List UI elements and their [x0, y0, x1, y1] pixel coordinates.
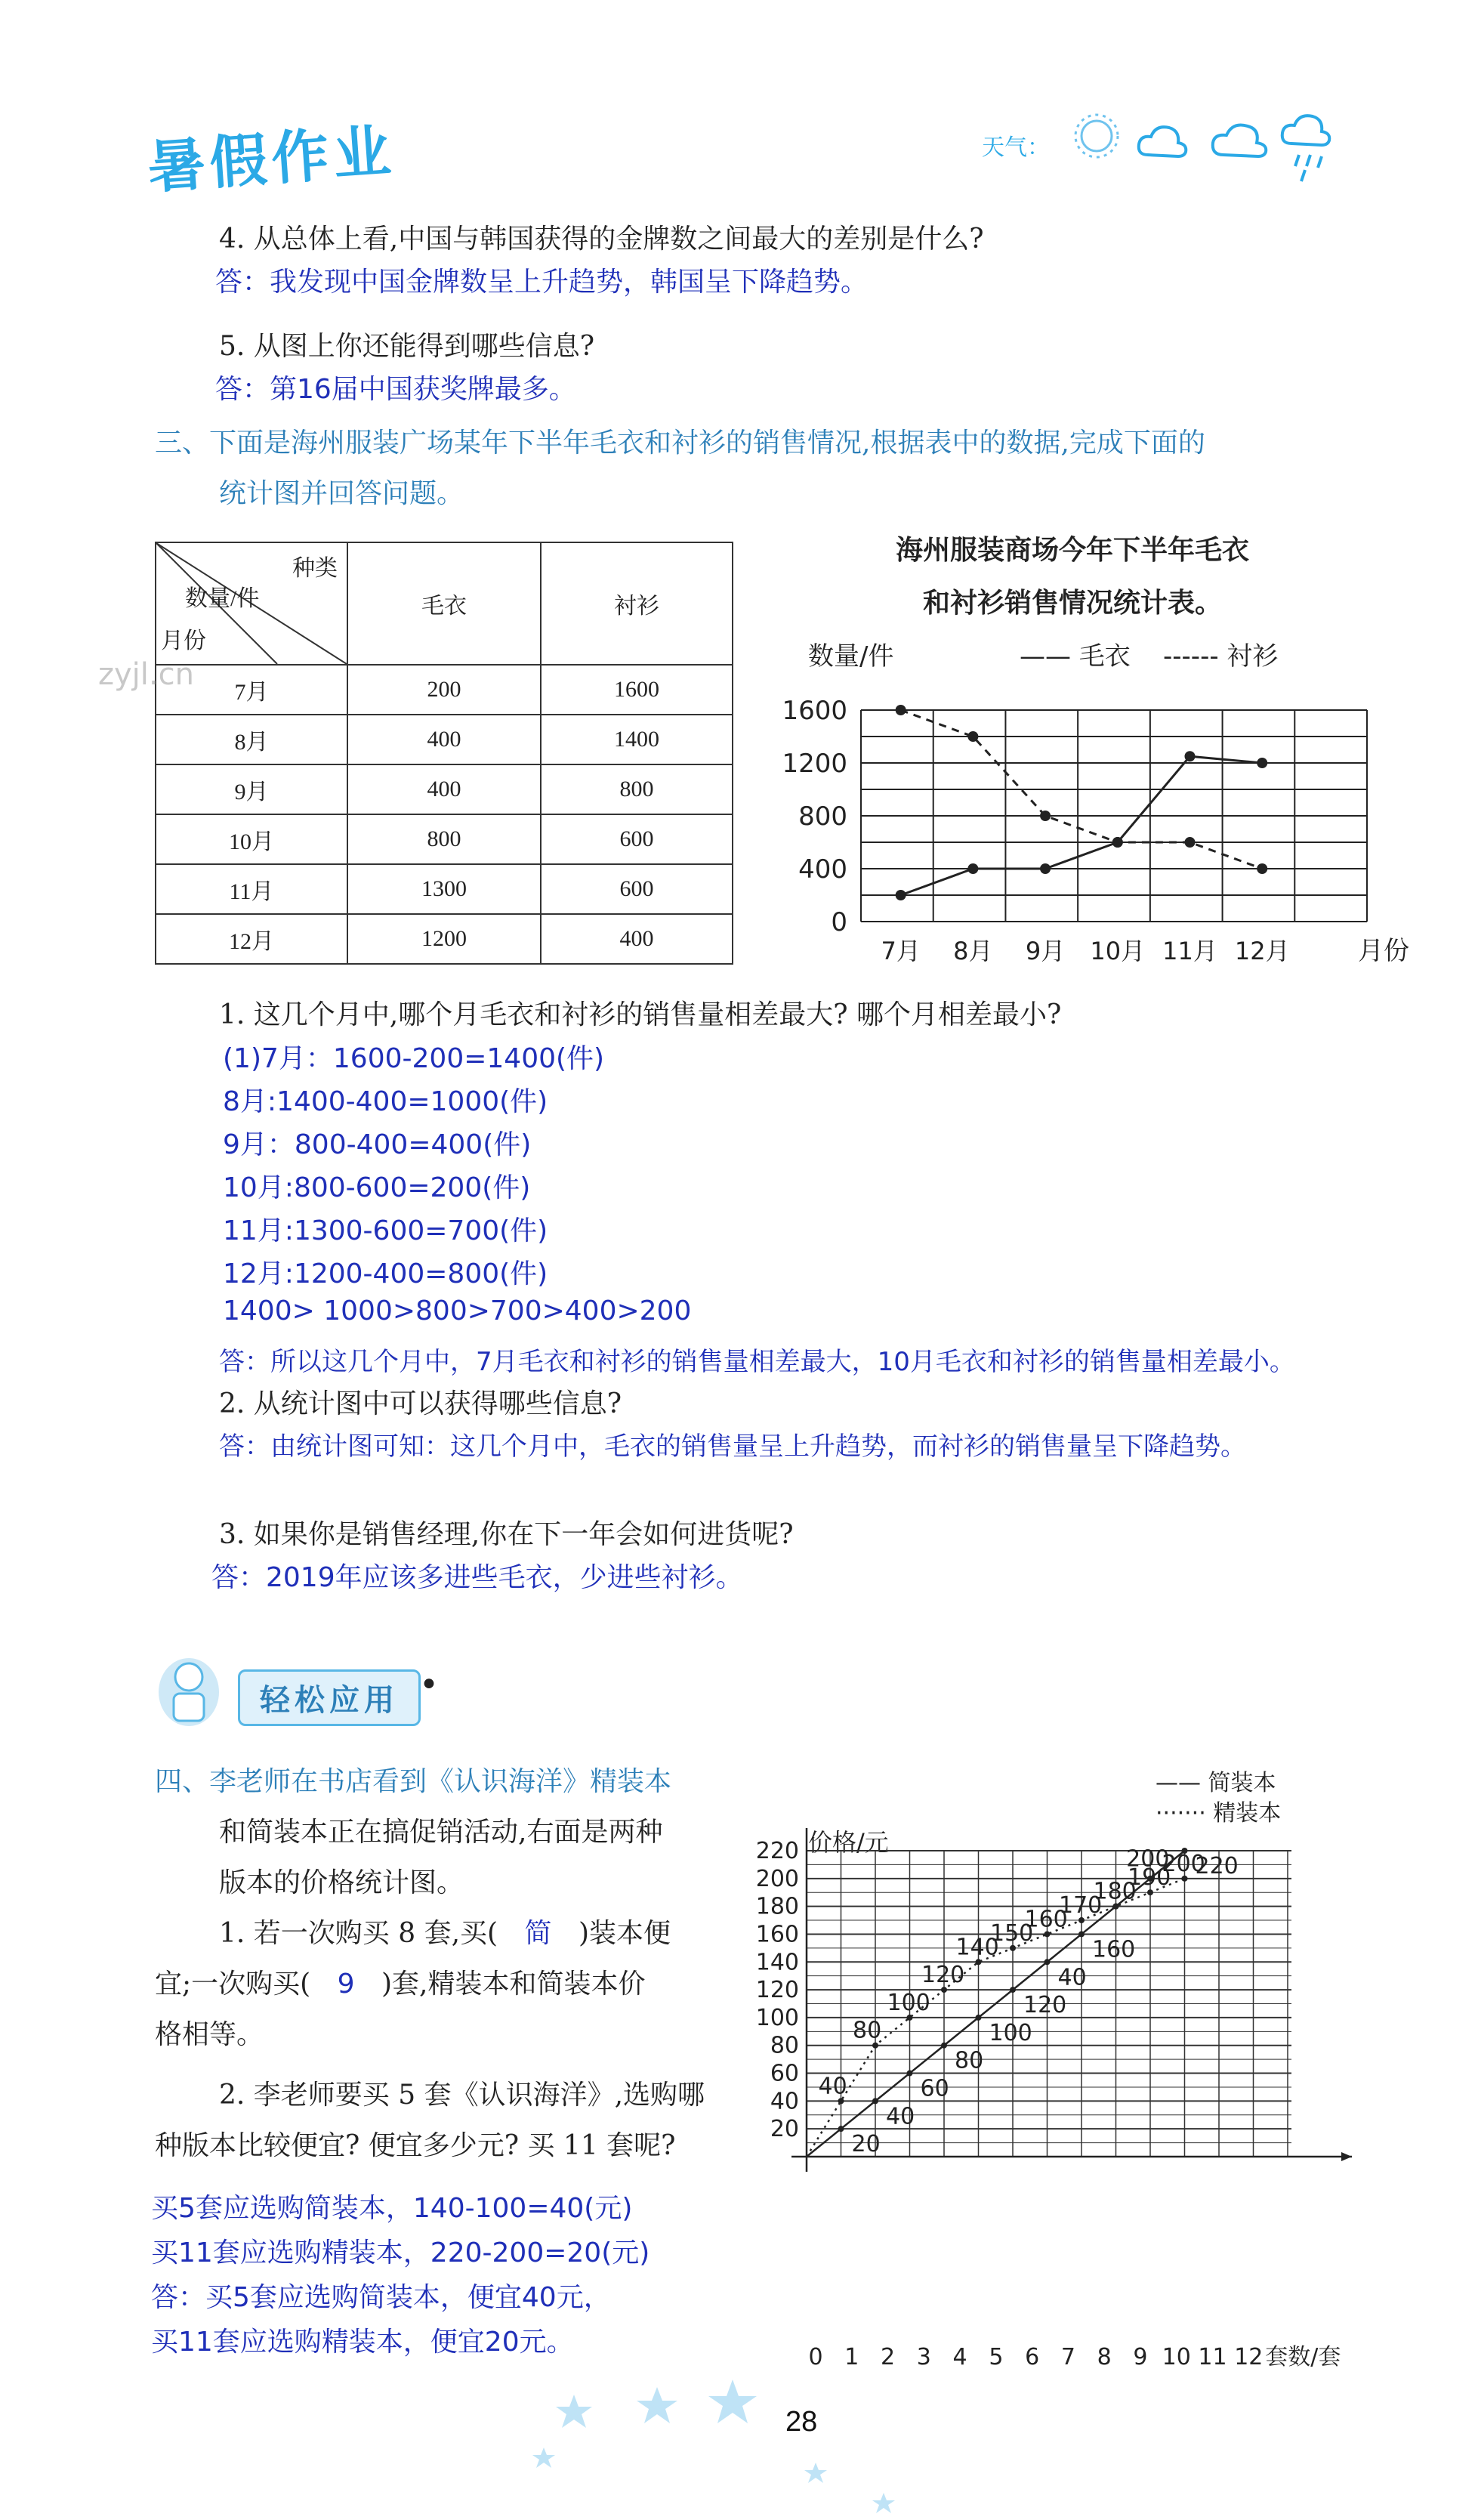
chart2-data-label: 80: [853, 2017, 882, 2044]
chart1-legend-sweater: —— 毛衣: [1020, 641, 1131, 672]
question-3-3: 3. 如果你是销售经理,你在下一年会如何进货呢?: [219, 1519, 794, 1550]
chart1-y-tick: 1200: [782, 749, 847, 779]
part4-line2: 和简装本正在搞促销活动,右面是两种: [219, 1817, 663, 1848]
chart1-point-sweater: [1185, 751, 1196, 761]
chart2-xlabel: 套数/套: [1265, 2344, 1341, 2370]
chart2-data-label: 100: [989, 2019, 1032, 2046]
calc-line: 10月:800-600=200(件): [223, 1172, 531, 1203]
chart2-x-tick: 8: [1097, 2344, 1112, 2370]
chart1-series-sweater: [901, 756, 1263, 895]
cell-sweater: 400: [347, 764, 541, 814]
chart2-y-tick: 220: [755, 1838, 799, 1864]
cell-month: 9月: [156, 764, 347, 814]
q1-text-post: )装本便: [579, 1918, 671, 1949]
part4-q1-line1: [219, 1912, 671, 1950]
chart2-legend-hardcover: ······· 精装本: [1156, 1800, 1282, 1827]
cell-shirt: 1400: [541, 715, 733, 764]
chart1-subtitle: 和衬衫销售情况统计表。: [922, 588, 1223, 619]
chart2-y-tick: 160: [755, 1921, 799, 1948]
chart2-data-label: 180: [1093, 1878, 1137, 1905]
chart2-point-simple: [838, 2126, 844, 2132]
cell-shirt: 600: [541, 864, 733, 914]
part4-q1-line3: 格相等。: [155, 2019, 264, 2050]
answer-line: 买5套应选购简装本，140-100=40(元): [151, 2193, 633, 2224]
chart1-point-shirt: [1257, 863, 1267, 874]
chart2-data-label: 220: [1195, 1853, 1239, 1879]
chart2-point-simple: [976, 2015, 982, 2021]
chart1-point-sweater: [1040, 863, 1051, 874]
chart2-x-tick: 10: [1162, 2344, 1191, 2370]
answer-3-2: 答：由统计图可知：这几个月中，毛衣的销售量呈上升趋势，而衬衫的销售量呈下降趋势。: [219, 1431, 1246, 1462]
chart2-data-label: 40: [1057, 1964, 1087, 1991]
chart2-x-tick: 0: [808, 2344, 823, 2370]
chart2-x-tick: 12: [1234, 2344, 1264, 2370]
chart2-data-label: 40: [818, 2073, 847, 2100]
chart2-data-label: 120: [921, 1962, 965, 1989]
chart2-data-label: 190: [1128, 1864, 1171, 1892]
cell-shirt: 1600: [541, 665, 733, 715]
chart2-data-label: 150: [990, 1919, 1034, 1947]
chart2-data-label: 160: [1024, 1906, 1068, 1933]
cell-month: 10月: [156, 814, 347, 864]
chart2-y-tick: 180: [755, 1893, 799, 1920]
rain-icon: [1282, 116, 1330, 181]
section-3-title-line1: 三、下面是海州服装广场某年下半年毛衣和衬衫的销售情况,根据表中的数据,完成下面的: [155, 428, 1205, 459]
section-3-title-line2: 统计图并回答问题。: [219, 478, 464, 509]
star-decoration-icon: [529, 2364, 952, 2515]
cell-month: 8月: [156, 715, 347, 764]
q1-fill-1: 简: [524, 1918, 552, 1949]
chart2-point-simple: [872, 2098, 878, 2104]
calc-line: 8月:1400-400=1000(件): [223, 1086, 548, 1117]
chart1-point-shirt: [1185, 837, 1196, 848]
table-corner-cell: [156, 542, 347, 665]
cell-month: 7月: [156, 665, 347, 715]
chart1-xlabel: 月份: [1358, 936, 1409, 966]
calc-line: 9月：800-400=400(件): [223, 1129, 532, 1160]
chart2-data-label: 20: [851, 2131, 881, 2158]
chart2-data-label: 200: [1162, 1850, 1205, 1877]
cell-month: 11月: [156, 864, 347, 914]
chart2-point-simple: [941, 2043, 947, 2049]
answer-5: 答：第16届中国获奖牌最多。: [215, 374, 576, 405]
chart2-x-tick: 3: [916, 2344, 931, 2370]
chart1-point-sweater: [1257, 758, 1267, 768]
question-3-1: 1. 这几个月中,哪个月毛衣和衬衫的销售量相差最大? 哪个月相差最小?: [219, 999, 1062, 1030]
answer-3-1: 答：所以这几个月中，7月毛衣和衬衫的销售量相差最大，10月毛衣和衬衫的销售量相差最小。: [219, 1347, 1295, 1377]
chart2-x-tick: 11: [1198, 2344, 1227, 2370]
cell-sweater: 1300: [347, 864, 541, 914]
chart2-ylabel: 价格/元: [808, 1828, 889, 1857]
corner-qty: 数量/件: [185, 586, 260, 611]
chart2-point-simple: [907, 2071, 913, 2077]
chart2-data-label: 100: [887, 1989, 930, 2016]
cell-shirt: 600: [541, 814, 733, 864]
chart1-ylabel: 数量/件: [808, 641, 894, 672]
table-row: [156, 715, 733, 764]
chart1-point-sweater: [967, 863, 978, 874]
calc-line: 12月:1200-400=800(件): [223, 1258, 548, 1289]
calc-line: (1)7月：1600-200=1400(件): [223, 1043, 605, 1074]
chart2-data-label: 200: [1126, 1845, 1170, 1873]
chart1-point-shirt: [967, 731, 978, 742]
chart1-point-shirt: [896, 705, 906, 715]
cell-shirt: 400: [541, 914, 733, 964]
chart2-y-tick: 40: [770, 2088, 799, 2115]
chart2-data-label: 170: [1059, 1892, 1103, 1919]
table-row: [156, 864, 733, 914]
table-row: [156, 764, 733, 814]
answer-line: 答：买5套应选购简装本，便宜40元，: [151, 2282, 611, 2313]
chart2-data-label: 40: [886, 2103, 915, 2130]
chart2-x-tick: 1: [844, 2344, 859, 2370]
chart1-y-tick: 0: [831, 907, 847, 937]
chart1-x-tick: 8月: [953, 937, 993, 965]
chart1-point-shirt: [1112, 837, 1123, 848]
chart2-x-tick: 9: [1133, 2344, 1148, 2370]
chart1-x-tick: 10月: [1090, 937, 1146, 965]
chart2-point-simple: [1044, 1959, 1051, 1965]
calc-line: 11月:1300-600=700(件): [223, 1215, 548, 1246]
cloudy-icon: [1213, 125, 1266, 157]
answer-line: 买11套应选购精装本，220-200=20(元): [151, 2237, 650, 2268]
table-row: [156, 814, 733, 864]
table-row: [156, 914, 733, 964]
sun-icon: [1075, 115, 1118, 157]
chart1-y-tick: 1600: [782, 696, 847, 726]
chart1-x-tick: 12月: [1234, 937, 1290, 965]
chart2-y-tick: 100: [755, 2004, 799, 2031]
chart2-data-label: 120: [1023, 1992, 1067, 2019]
part4-line3: 版本的价格统计图。: [219, 1867, 464, 1898]
chart1-point-sweater: [896, 890, 906, 900]
weather-label: 天气：: [982, 134, 1050, 161]
part4-line1: 四、李老师在书店看到《认识海洋》精装本: [155, 1766, 672, 1797]
chart2-y-tick: 200: [755, 1865, 799, 1892]
part4-answers: [151, 2187, 650, 2365]
calc-list: [223, 1037, 691, 1339]
header-title: 暑假作业: [145, 116, 398, 202]
answer-3-3: 答：2019年应该多进些毛衣，少进些衬衫。: [211, 1562, 743, 1593]
chart2-y-tick: 80: [770, 2032, 799, 2059]
chart2-y-tick: 120: [755, 1977, 799, 2004]
table-header-shirt: 衬衫: [541, 542, 733, 665]
sales-line-chart: [770, 521, 1409, 982]
cell-month: 12月: [156, 914, 347, 964]
weather-icons: [1065, 102, 1397, 185]
sales-table: [155, 542, 733, 965]
q1-text-pre: 1. 若一次购买 8 套,买(: [219, 1918, 498, 1949]
part4-q1-line2: [155, 1963, 646, 2001]
section-badge: 轻松应用: [238, 1669, 421, 1726]
table-row: [156, 665, 733, 715]
q1-text-pre2: 宜;一次购买(: [155, 1969, 311, 2000]
chart2-legend-simple: —— 简装本: [1156, 1770, 1276, 1796]
question-5: 5. 从图上你还能得到哪些信息?: [219, 331, 595, 362]
chart1-x-tick: 7月: [881, 937, 921, 965]
chart2-x-tick: 4: [952, 2344, 967, 2370]
calc-line: 1400> 1000>800>700>400>200: [223, 1296, 692, 1326]
corner-month: 月份: [161, 628, 206, 653]
chart1-x-tick: 11月: [1162, 937, 1217, 965]
part4-q2-line1: 2. 李老师要买 5 套《认识海洋》,选购哪: [219, 2080, 705, 2111]
cell-sweater: 800: [347, 814, 541, 864]
chart2-data-label: 80: [955, 2047, 984, 2074]
chart2-y-tick: 140: [755, 1949, 799, 1976]
chart2-x-tick: 7: [1060, 2344, 1075, 2370]
answer-line: 买11套应选购精装本，便宜20元。: [151, 2327, 574, 2358]
chart1-y-tick: 400: [798, 854, 847, 885]
cell-sweater: 200: [347, 665, 541, 715]
cell-sweater: 400: [347, 715, 541, 764]
watermark: zyjl.cn: [98, 657, 194, 692]
cell-shirt: 800: [541, 764, 733, 814]
chart2-x-tick: 5: [989, 2344, 1004, 2370]
chart1-x-tick: 9月: [1025, 937, 1066, 965]
chart1-legend-shirt: ------ 衬衫: [1163, 641, 1279, 672]
chart2-x-tick: 2: [881, 2344, 896, 2370]
chart2-data-label: 140: [955, 1934, 999, 1961]
chart2-y-tick: 60: [770, 2060, 799, 2087]
chart1-title: 海州服装商场今年下半年毛衣: [895, 535, 1250, 566]
chart2-x-tick: 6: [1025, 2344, 1040, 2370]
question-3-2: 2. 从统计图中可以获得哪些信息?: [219, 1388, 622, 1419]
chart2-data-label: 60: [920, 2075, 949, 2102]
badge-dot: •: [419, 1666, 439, 1704]
chart1-point-shirt: [1040, 811, 1051, 821]
mascot-icon: [155, 1647, 223, 1730]
chart2-point-simple: [1078, 1931, 1085, 1937]
answer-4: 答：我发现中国金牌数呈上升趋势，韩国呈下降趋势。: [215, 267, 869, 298]
chart2-data-label: 160: [1092, 1936, 1136, 1963]
price-line-chart: [748, 1745, 1367, 2387]
question-4: 4. 从总体上看,中国与韩国获得的金牌数之间最大的差别是什么?: [219, 224, 984, 255]
chart2-x-arrow-icon: [1341, 2152, 1352, 2161]
partly-cloudy-icon: [1139, 127, 1186, 156]
table-header-sweater: 毛衣: [347, 542, 541, 665]
q1-fill-2: 9: [337, 1969, 355, 2000]
q1-text-post2: )套,精装本和简装本价: [381, 1969, 646, 2000]
chart2-y-tick: 20: [770, 2116, 799, 2143]
page-number: 28: [785, 2406, 818, 2438]
cell-sweater: 1200: [347, 914, 541, 964]
part4-q2-line2: 种版本比较便宜? 便宜多少元? 买 11 套呢?: [155, 2130, 676, 2161]
chart2-point-simple: [1010, 1987, 1016, 1993]
corner-type: 种类: [292, 556, 338, 581]
chart1-y-tick: 800: [798, 801, 847, 832]
